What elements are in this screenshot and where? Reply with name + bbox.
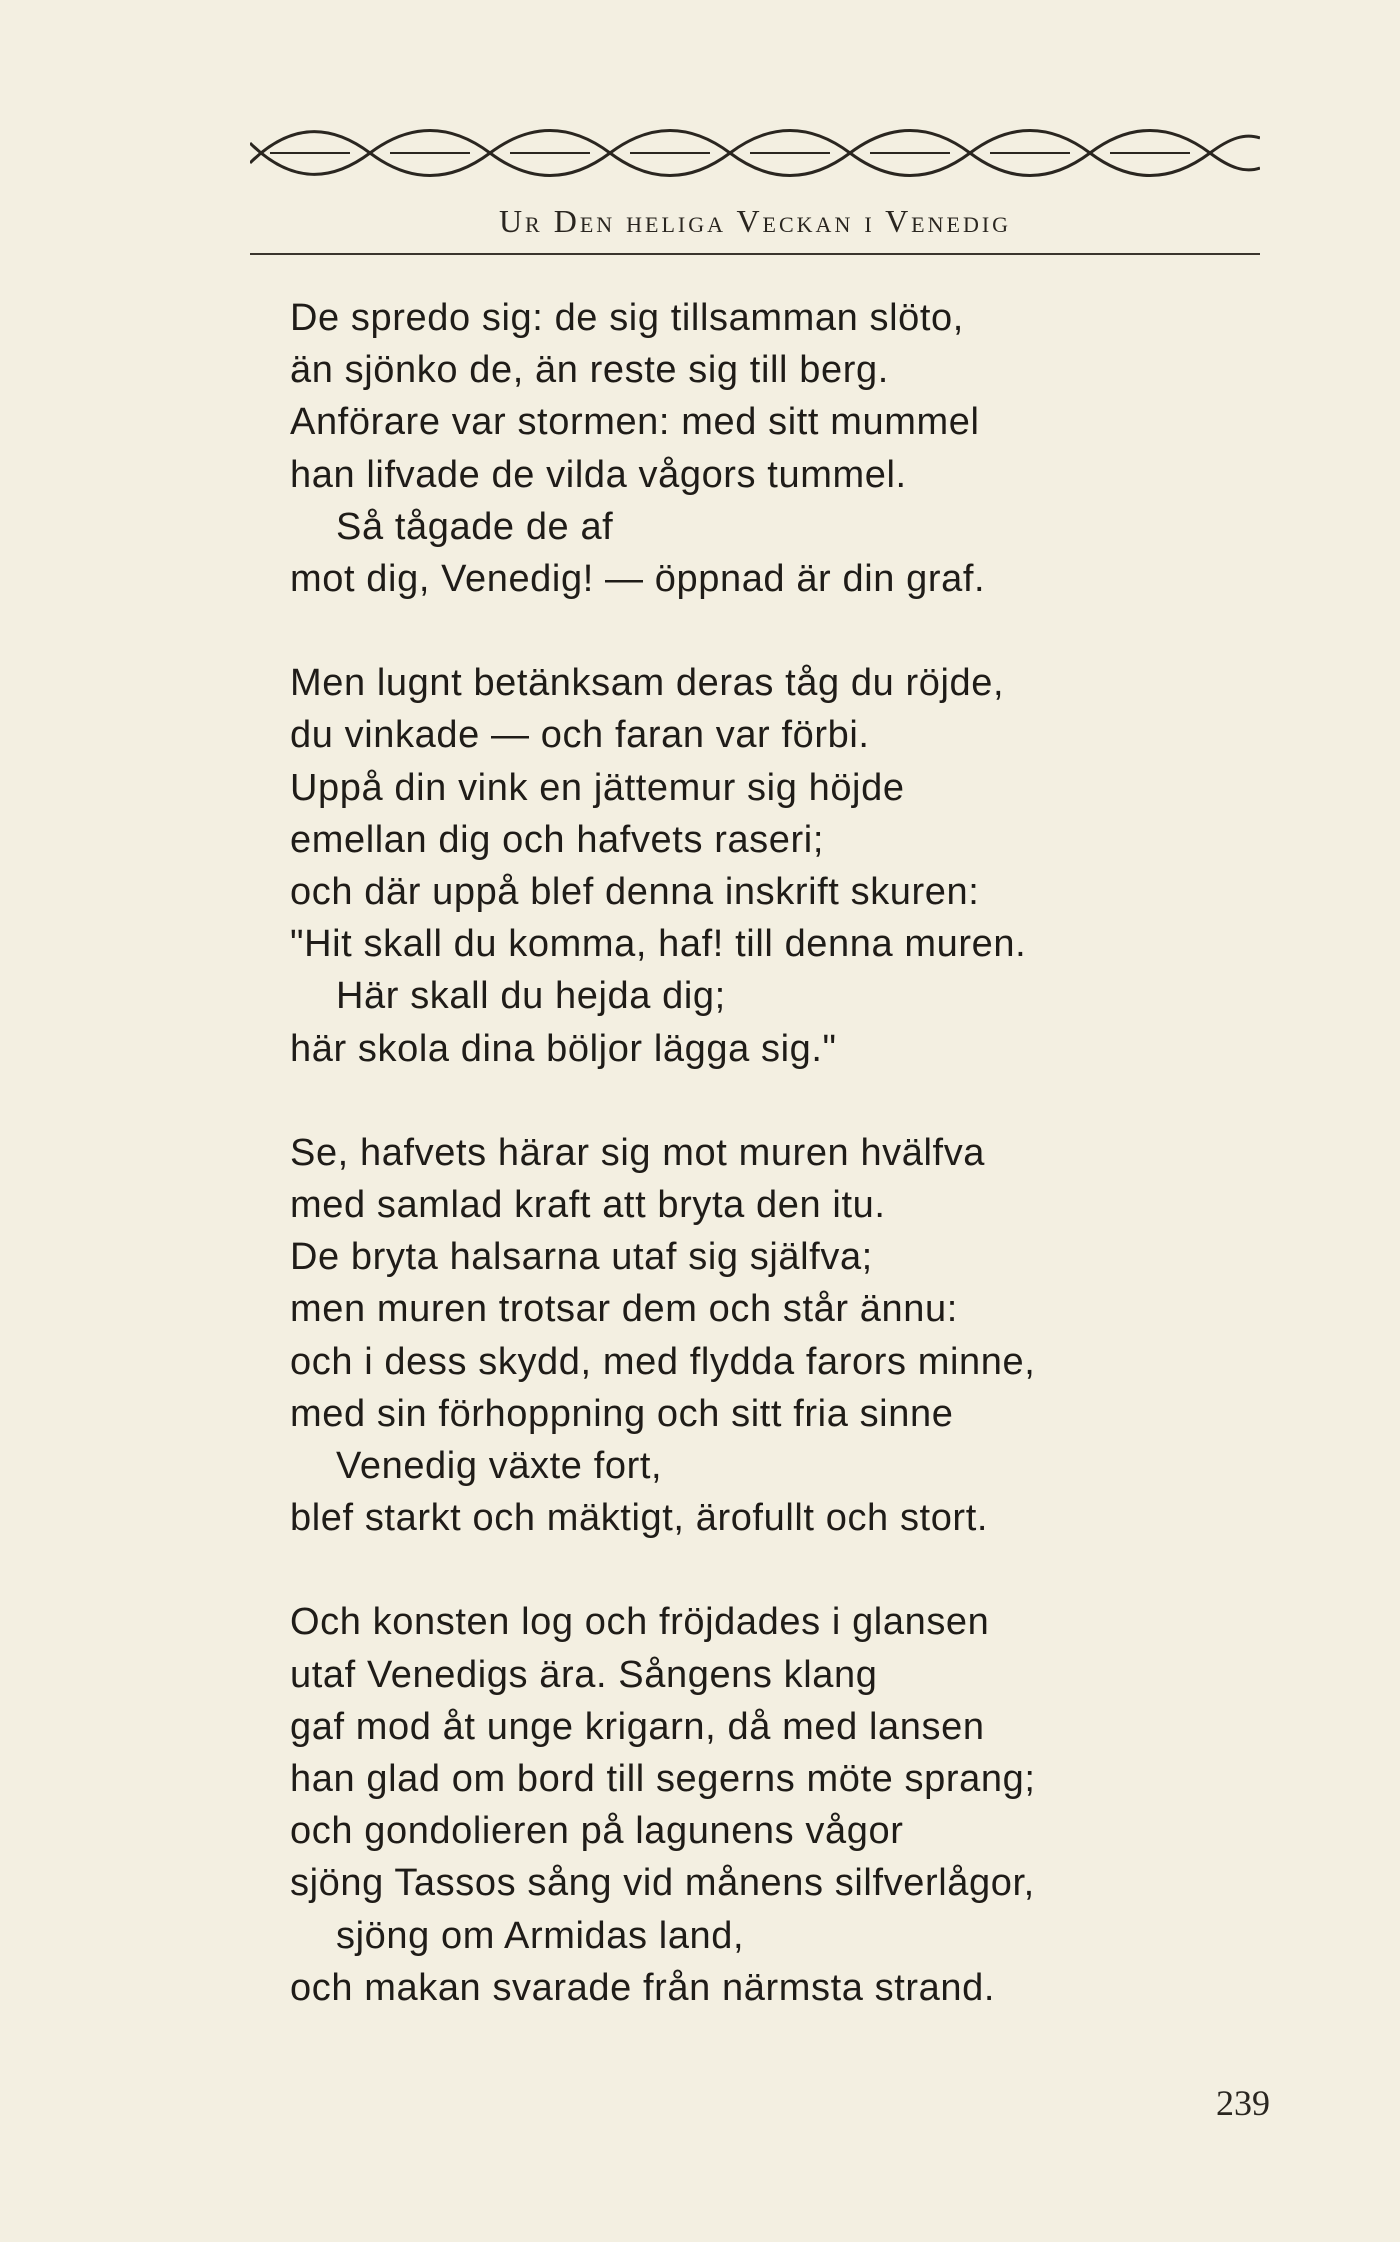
poem-line-indented: sjöng om Armidas land,	[336, 1914, 745, 1957]
poem-line: och där uppå blef denna inskrift skuren:	[290, 871, 980, 914]
poem-line: De bryta halsarna utaf sig själfva;	[290, 1236, 873, 1279]
stanza-1	[290, 292, 1290, 605]
poem-line-indented: Venedig växte fort,	[336, 1445, 663, 1488]
poem-line: du vinkade — och faran var förbi.	[290, 714, 870, 757]
poem-line: och i dess skydd, med flydda farors minne,	[290, 1340, 1036, 1383]
stanza-4	[290, 1596, 1290, 2014]
poem-line: utaf Venedigs ära. Sångens klang	[290, 1653, 878, 1696]
poem-line-indented: Så tågade de af	[336, 505, 614, 548]
decorative-border-ornament	[250, 118, 1260, 188]
poem-line: han glad om bord till segerns möte sprang;	[290, 1758, 1036, 1801]
poem-line: Se, hafvets härar sig mot muren hvälfva	[290, 1131, 986, 1174]
poem-line: mot dig, Venedig! — öppnad är din graf.	[290, 558, 986, 601]
poem-line: sjöng Tassos sång vid månens silfverlågor,	[290, 1862, 1035, 1905]
poem	[290, 292, 1290, 2066]
poem-line: han lifvade de vilda vågors tummel.	[290, 453, 907, 496]
poem-line-indented: Här skall du hejda dig;	[336, 975, 726, 1018]
header-rule	[250, 253, 1260, 255]
poem-line: med samlad kraft att bryta den itu.	[290, 1184, 886, 1227]
stanza-3	[290, 1127, 1290, 1545]
poem-line: och gondolieren på lagunens vågor	[290, 1810, 904, 1853]
poem-line: De spredo sig: de sig tillsamman slöto,	[290, 297, 964, 339]
poem-line: än sjönko de, än reste sig till berg.	[290, 349, 889, 392]
poem-line: Anförare var stormen: med sitt mummel	[290, 401, 980, 444]
poem-line: blef starkt och mäktigt, ärofullt och stort.	[290, 1497, 989, 1540]
poem-line: och makan svarade från närmsta strand.	[290, 1966, 996, 2009]
poem-line: gaf mod åt unge krigarn, då med lansen	[290, 1705, 985, 1748]
poem-line: men muren trotsar dem och står ännu:	[290, 1288, 958, 1331]
running-header: Ur Den heliga Veckan i Venedig	[498, 203, 1012, 239]
poem-line: Uppå din vink en jättemur sig höjde	[290, 766, 905, 809]
poem-line: Men lugnt betänksam deras tåg du röjde,	[290, 662, 1005, 705]
poem-line: Och konsten log och fröjdades i glansen	[290, 1601, 990, 1644]
page-number: 239	[1216, 2083, 1270, 2123]
stanza-2	[290, 657, 1290, 1075]
poem-line: här skola dina böljor lägga sig."	[290, 1027, 837, 1070]
poem-line: med sin förhoppning och sitt fria sinne	[290, 1392, 954, 1435]
poem-line: "Hit skall du komma, haf! till denna muren.	[290, 923, 1027, 966]
poem-line: emellan dig och hafvets raseri;	[290, 818, 824, 861]
